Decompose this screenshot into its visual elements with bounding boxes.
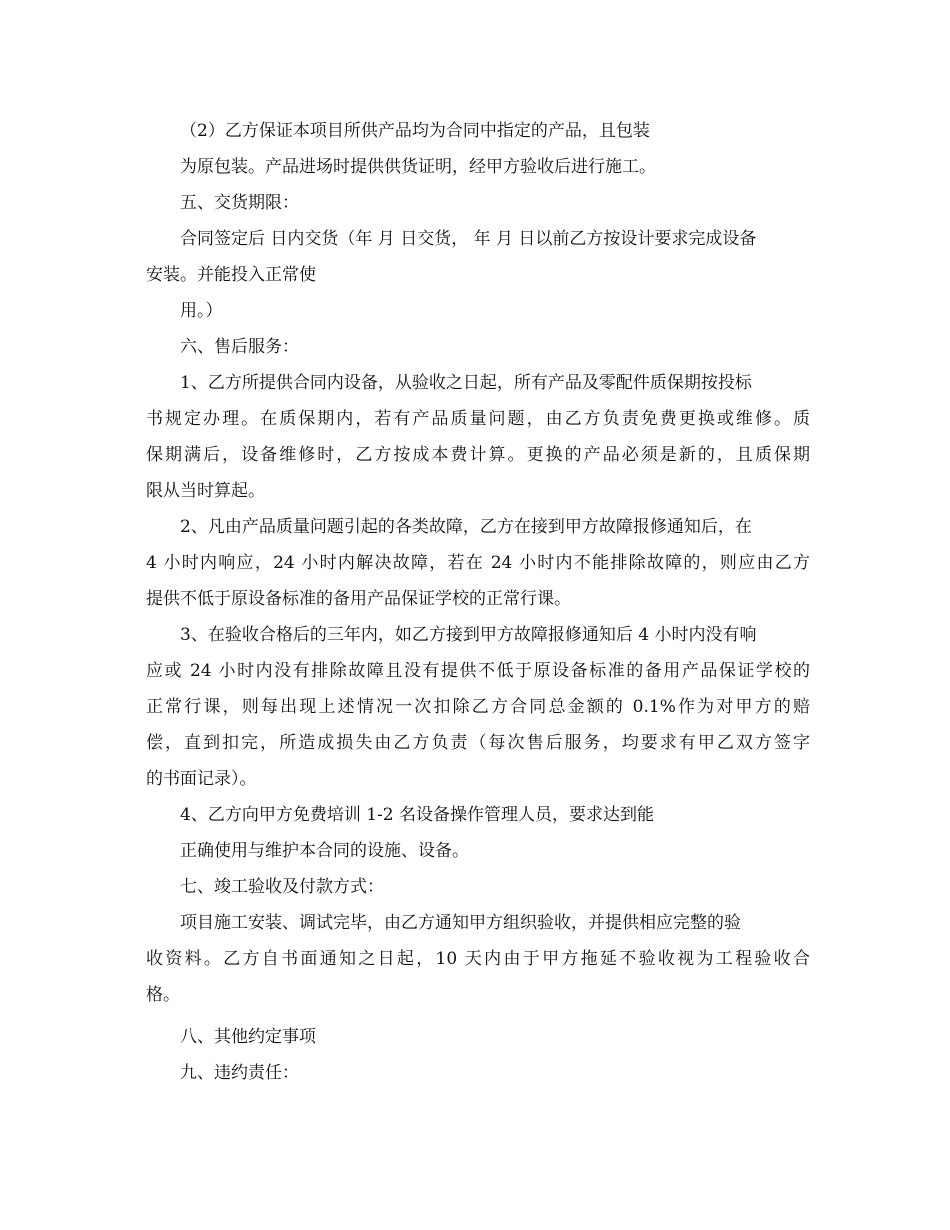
paragraph-line: 安装。并能投入正常使 [146, 265, 316, 285]
paragraph-line: 的书面记录）。 [146, 769, 257, 789]
section-heading: 九、违约责任： [180, 1063, 299, 1083]
paragraph-line: 合同签定后 日内交货（年 月 日交货， 年 月 日以前乙方按设计要求完成设备 [180, 229, 757, 249]
paragraph-line: （2）乙方保证本项目所供产品均为合同中指定的产品，且包装 [180, 121, 650, 141]
paragraph-line: 提供不低于原设备标准的备用产品保证学校的正常行课。 [146, 589, 571, 609]
paragraph-line: 正常行课，则每出现上述情况一次扣除乙方合同总金额的 0.1%作为对甲方的赔 [146, 697, 810, 717]
paragraph-line: 2、凡由产品质量问题引起的各类故障，乙方在接到甲方故障报修通知后，在 [180, 517, 752, 537]
paragraph-line: 偿，直到扣完，所造成损失由乙方负责（每次售后服务，均要求有甲乙双方签字 [146, 733, 810, 753]
paragraph-line: 1、乙方所提供合同内设备，从验收之日起，所有产品及零配件质保期按投标 [180, 373, 752, 393]
section-heading: 七、竣工验收及付款方式： [180, 877, 384, 897]
paragraph-line: 4、乙方向甲方免费培训 1-2 名设备操作管理人员，要求达到能 [180, 805, 654, 825]
paragraph-line: 应或 24 小时内没有排除故障且没有提供不低于原设备标准的备用产品保证学校的 [146, 661, 810, 681]
section-heading: 八、其他约定事项 [180, 1027, 316, 1047]
paragraph-line: 保期满后，设备维修时，乙方按成本费计算。更换的产品必须是新的，且质保期 [146, 445, 810, 465]
paragraph-line: 为原包装。产品进场时提供供货证明，经甲方验收后进行施工。 [180, 157, 656, 177]
paragraph-line: 正确使用与维护本合同的设施、设备。 [180, 841, 469, 861]
paragraph-line: 限从当时算起。 [146, 481, 265, 501]
paragraph-line: 项目施工安装、调试完毕，由乙方通知甲方组织验收，并提供相应完整的验 [180, 913, 741, 933]
paragraph-line: 收资料。乙方自书面通知之日起，10 天内由于甲方拖延不验收视为工程验收合 [146, 949, 810, 969]
section-heading: 五、交货期限： [180, 193, 299, 213]
paragraph-line: 用。） [180, 301, 223, 321]
paragraph-line: 格。 [146, 985, 180, 1005]
section-heading: 六、售后服务： [180, 337, 299, 357]
paragraph-line: 3、在验收合格后的三年内，如乙方接到甲方故障报修通知后 4 小时内没有响 [180, 625, 757, 645]
paragraph-line: 书规定办理。在质保期内，若有产品质量问题，由乙方负责免费更换或维修。质 [146, 409, 810, 429]
paragraph-line: 4 小时内响应，24 小时内解决故障，若在 24 小时内不能排除故障的，则应由乙方 [146, 553, 810, 573]
